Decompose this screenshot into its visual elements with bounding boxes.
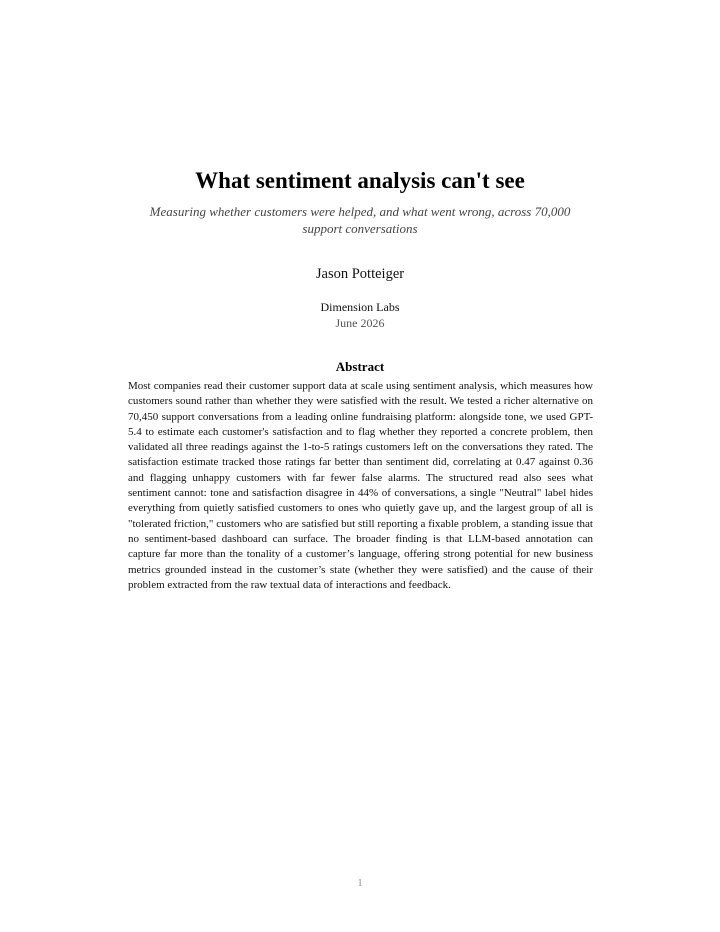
page-number: 1 bbox=[357, 878, 363, 889]
author-affiliation: Dimension Labs bbox=[320, 300, 400, 314]
paper-subtitle: Measuring whether customers were helped, and what went wrong, across 70,000 support conversations bbox=[149, 204, 571, 236]
author-name: Jason Potteiger bbox=[315, 266, 405, 282]
abstract-body: Most companies read their customer support data at scale using sentiment analysis, which measures how customers sound rather than whether they were satisfied with the result. We tested a richer alternative on 70,450 support conversations from a leading online fundraising platform: alongside tone, we used GPT-5.4 to estimate each customer's satisfaction and to flag whether they reported a concrete problem, then validated all three readings against the 1-to-5 ratings customers left on the conversations they rated. The satisfaction estimate tracked those ratings far better than sentiment did, correlating at 0.47 against 0.36 and flagging unhappy customers with far fewer false alarms. The structured read also sees what sentiment cannot: tone and satisfaction disagree in 44% of conversations, a single "Neutral" label hides everything from quietly satisfied customers to ones who quietly gave up, and the largest group of all is "tolerated friction," customers who are satisfied but still reporting a fixable problem, a standing issue that no sentiment-based dashboard can surface. The broader finding is that LLM-based annotation can capture far more than the tonality of a customer’s language, offering strong potential for new business metrics grounded instead in the customer’s state (whether they were satisfied) and the cause of their problem extracted from the raw textual data of interactions and feedback. bbox=[128, 380, 593, 591]
paper-title: What sentiment analysis can't see bbox=[195, 168, 525, 193]
abstract-heading: Abstract bbox=[335, 359, 385, 374]
publication-date: June 2026 bbox=[335, 316, 385, 330]
